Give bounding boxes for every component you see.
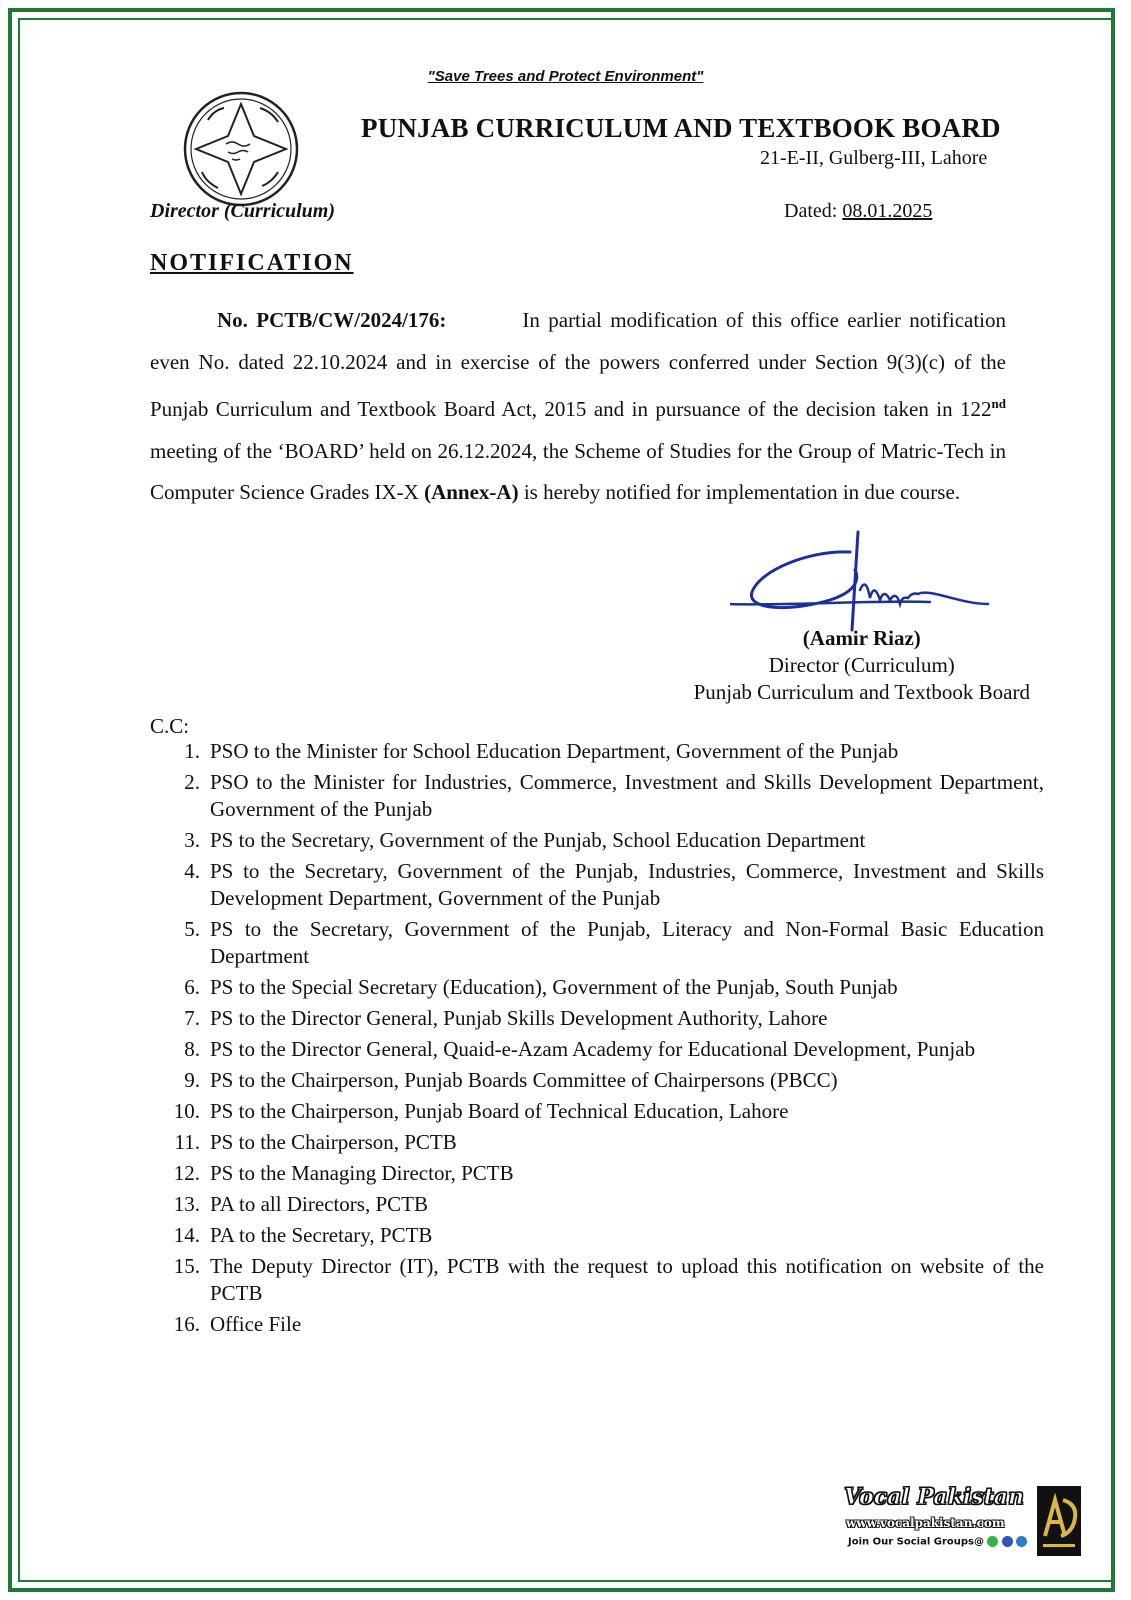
whatsapp-icon (987, 1536, 998, 1547)
watermark-url: www.vocalpakistan.com (846, 1516, 1005, 1530)
notification-body (150, 300, 1006, 514)
list-item-text: PS to the Director General, Quaid-e-Azam Academy for Educational Development, Punjab (210, 1037, 976, 1061)
list-item (160, 858, 1044, 912)
list-item-number: 4. (184, 859, 200, 883)
list-item-number: 9. (184, 1068, 200, 1092)
list-item (160, 1191, 1044, 1218)
list-item-number: 8. (184, 1037, 200, 1061)
organization-address: 21-E-II, Gulberg-III, Lahore (760, 147, 988, 169)
list-item (160, 1005, 1044, 1032)
join-text: Join Our Social Groups@ (848, 1536, 984, 1548)
list-item-number: 12. (173, 1161, 200, 1185)
list-item-text: PA to the Secretary, PCTB (210, 1223, 433, 1247)
list-item-text: PA to all Directors, PCTB (210, 1192, 428, 1216)
list-item-text: PS to the Chairperson, Punjab Board of Technical Education, Lahore (210, 1099, 789, 1123)
list-item-text: PS to the Chairperson, PCTB (210, 1130, 457, 1154)
list-item-number: 3. (184, 828, 200, 852)
list-item (160, 1311, 1044, 1338)
list-item-number: 15. (173, 1254, 200, 1278)
list-item-number: 2. (184, 770, 200, 794)
reference-number: No. PCTB/CW/2024/176: (217, 308, 447, 332)
list-item-number: 7. (184, 1006, 200, 1030)
handwritten-signature-icon (730, 530, 1020, 640)
cc-label: C.C: (150, 714, 190, 738)
list-item-number: 10. (173, 1099, 200, 1123)
body-text-2: meeting of the ‘BOARD’ held on 26.12.2024, the Scheme of Studies for the Group of Matric-Tech in Computer Science Grades IX-X (150, 438, 1006, 505)
list-item-text: PS to the Secretary, Government of the Punjab, Literacy and Non-Formal Basic Education Department (210, 917, 1044, 968)
list-item-number: 5. (184, 917, 200, 941)
list-item-number: 6. (184, 975, 200, 999)
list-item (160, 1253, 1044, 1307)
list-item-number: 13. (173, 1192, 200, 1216)
board-seal-icon (182, 90, 300, 208)
signatory-title: Director (Curriculum) (768, 653, 955, 677)
watermark-join-text (848, 1536, 1027, 1548)
signatory-organization: Punjab Curriculum and Textbook Board (693, 680, 1030, 704)
list-item (160, 1222, 1044, 1249)
signatory-name: (Aamir Riaz) (802, 626, 921, 650)
body-text-3: is hereby notified for implementation in due course. (518, 480, 961, 505)
list-item-text: PS to the Director General, Punjab Skills Development Authority, Lahore (210, 1006, 828, 1030)
watermark (834, 1476, 1084, 1576)
list-item-text: PS to the Secretary, Government of the Punjab, Industries, Commerce, Investment and Skills Development Department, Government of the Punjab (210, 859, 1044, 910)
annex-reference: (Annex-A) (424, 480, 519, 505)
notification-heading: NOTIFICATION (150, 250, 354, 276)
cc-list (160, 738, 1044, 1342)
list-item (160, 1098, 1044, 1125)
date-value: 08.01.2025 (842, 200, 933, 222)
list-item (160, 769, 1044, 823)
list-item (160, 827, 1044, 854)
vocal-pakistan-logo-icon (1037, 1486, 1081, 1556)
list-item-number: 14. (173, 1223, 200, 1247)
list-item-text: Office File (210, 1312, 302, 1336)
ordinal-suffix: nd (991, 396, 1006, 412)
list-item-text: PS to the Special Secretary (Education), Government of the Punjab, South Punjab (210, 975, 898, 999)
list-item (160, 916, 1044, 970)
list-item-text: PSO to the Minister for School Education Department, Government of the Punjab (210, 739, 899, 763)
watermark-title: Vocal Pakistan (844, 1484, 1024, 1510)
list-item-text: PSO to the Minister for Industries, Commerce, Investment and Skills Development Department, Government of the Punjab (210, 770, 1044, 821)
date-line (784, 200, 932, 223)
body-text-1: In partial modification of this office earlier notification even No. dated 22.10.2024 and in exercise of the powers conferred under Section 9(3)(c) of the Punjab Curriculum and Textbook Board Act, 2015 and in pursuance of the decision taken in 122 (150, 308, 1006, 422)
issuer-designation: Director (Curriculum) (150, 200, 336, 222)
list-item (160, 738, 1044, 765)
list-item-number: 11. (174, 1130, 200, 1154)
list-item-number: 1. (184, 739, 200, 763)
date-label: Dated: (784, 200, 838, 222)
list-item-text: PS to the Secretary, Government of the Punjab, School Education Department (210, 828, 866, 852)
organization-name: PUNJAB CURRICULUM AND TEXTBOOK BOARD (361, 113, 1001, 143)
linkedin-icon (1016, 1536, 1027, 1547)
list-item-text: The Deputy Director (IT), PCTB with the request to upload this notification on website of the PCTB (210, 1254, 1044, 1305)
motto: "Save Trees and Protect Environment" (427, 68, 704, 85)
list-item-text: PS to the Chairperson, Punjab Boards Committee of Chairpersons (PBCC) (210, 1068, 838, 1092)
list-item (160, 1067, 1044, 1094)
list-item (160, 1036, 1044, 1063)
signatory-block (694, 625, 1030, 706)
list-item-number: 16. (173, 1312, 200, 1336)
list-item (160, 974, 1044, 1001)
facebook-icon (1002, 1536, 1013, 1547)
list-item (160, 1129, 1044, 1156)
list-item-text: PS to the Managing Director, PCTB (210, 1161, 514, 1185)
list-item (160, 1160, 1044, 1187)
